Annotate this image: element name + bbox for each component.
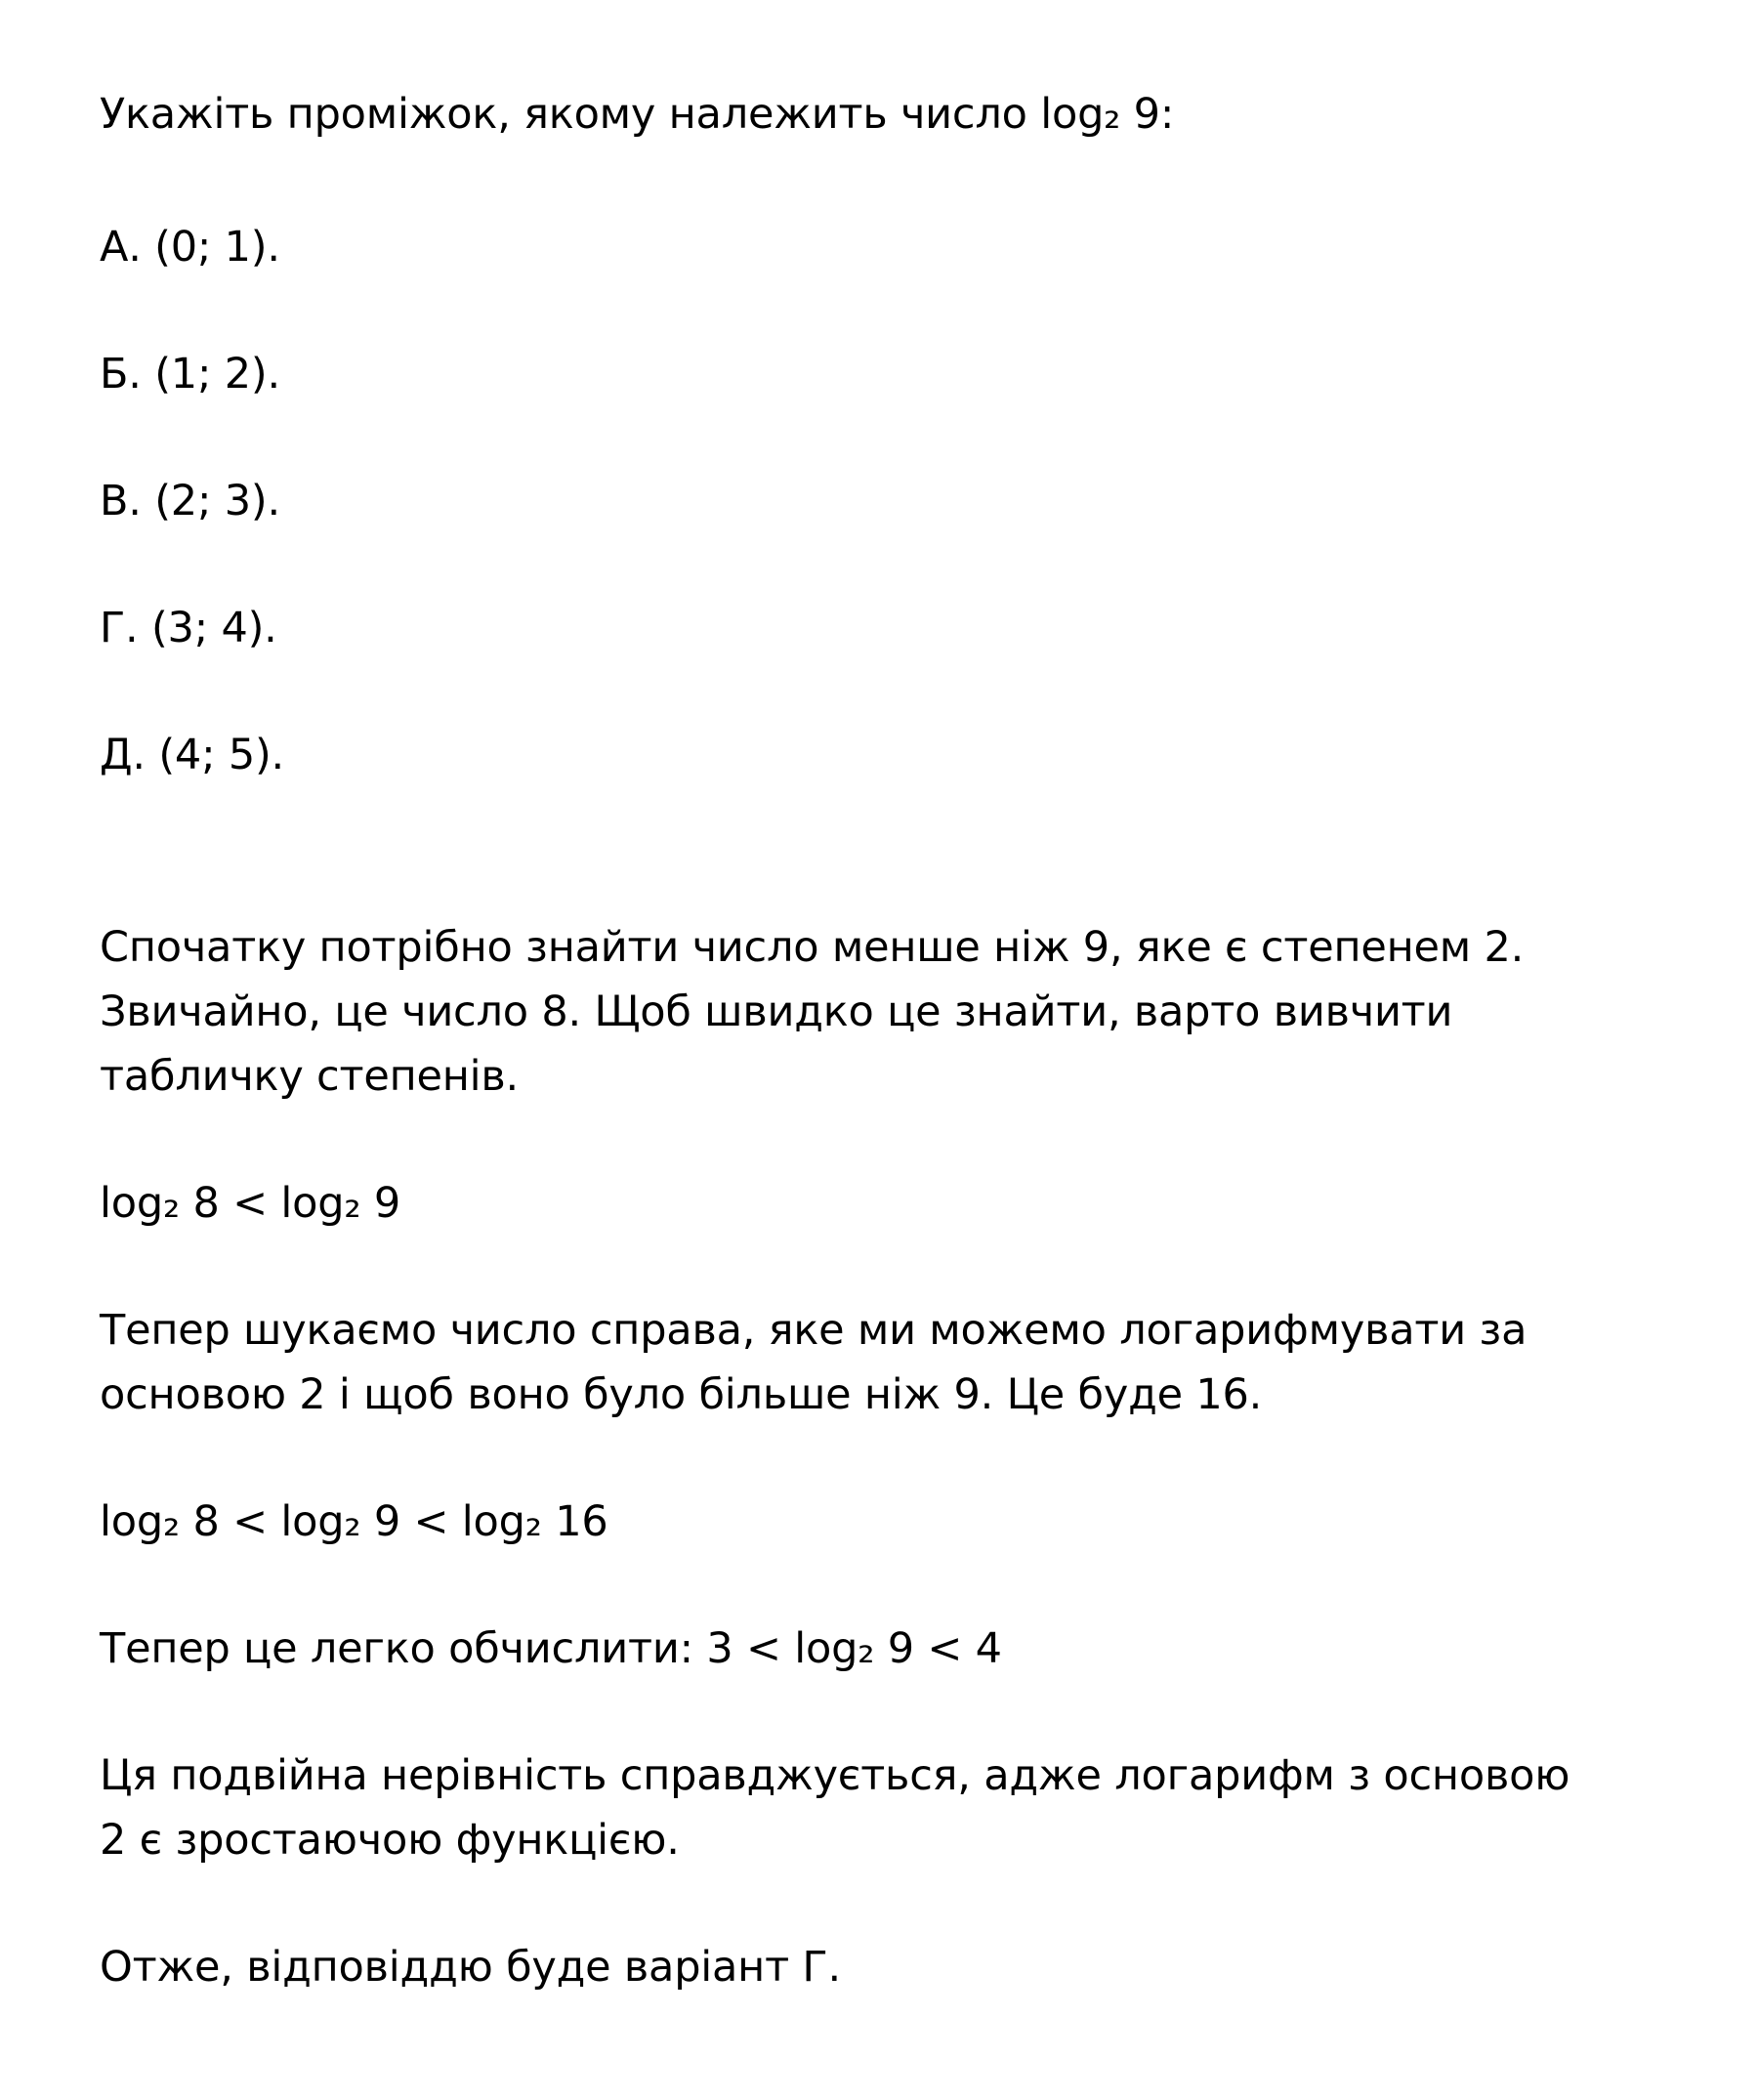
computation-result-text: Тепер це легко обчислити: 3 < log₂ 9 < 4 — [100, 1624, 1002, 1673]
text-line: Тепер шукаємо число справа, яке ми можемо логарифмувати за — [100, 1306, 1528, 1355]
formula-log-comparison: log₂ 8 < log₂ 9 — [100, 1179, 400, 1228]
solution-paragraph-1 — [100, 915, 1699, 1109]
text-line: 2 є зростаючою функцією. — [100, 1816, 680, 1865]
option-v: В. (2; 3). — [100, 477, 280, 525]
option-a: А. (0; 1). — [100, 223, 280, 272]
text-line: основою 2 і щоб воно було більше ніж 9. Це буде 16. — [100, 1370, 1263, 1419]
conclusion-text: Отже, відповіддю буде варіант Г. — [100, 1943, 841, 1992]
text-line: табличку степенів. — [100, 1052, 520, 1101]
solution-paragraph-2 — [100, 1298, 1699, 1427]
text-line: Ця подвійна нерівність справджується, адже логарифм з основою — [100, 1751, 1570, 1800]
text-line: Звичайно, це число 8. Щоб швидко це знайти, варто вивчити — [100, 987, 1453, 1036]
question-text: Укажіть проміжок, якому належить число log₂ 9: — [100, 90, 1175, 139]
option-d: Д. (4; 5). — [100, 731, 285, 779]
formula-log-comparison-extended: log₂ 8 < log₂ 9 < log₂ 16 — [100, 1497, 608, 1546]
option-b: Б. (1; 2). — [100, 350, 280, 399]
text-line: Спочатку потрібно знайти число менше ніж 9, яке є степенем 2. — [100, 923, 1525, 972]
option-g: Г. (3; 4). — [100, 604, 277, 652]
solution-paragraph-3 — [100, 1743, 1699, 1872]
